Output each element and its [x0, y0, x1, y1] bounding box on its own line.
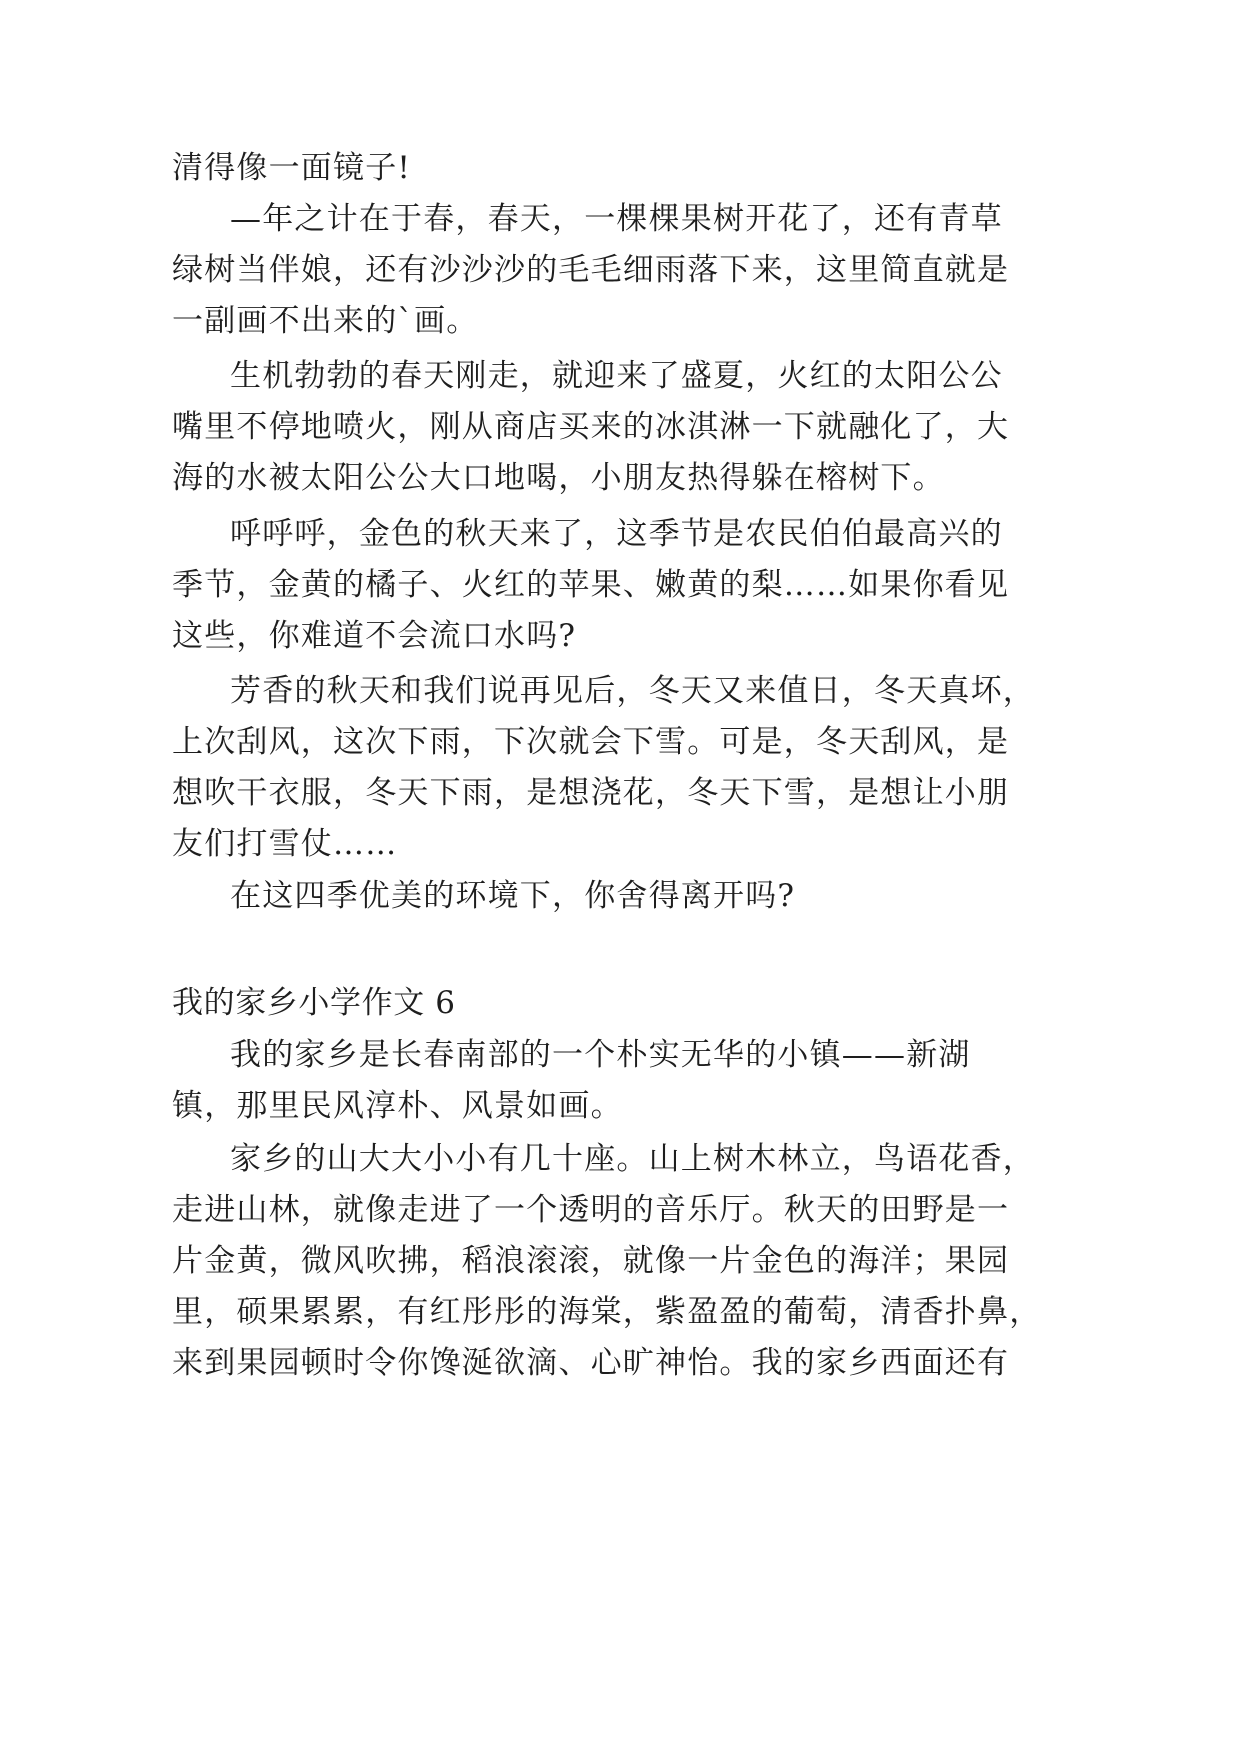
section-title: 我的家乡小学作文 6: [172, 985, 456, 1021]
text-line: 这些，你难道不会流口水吗?: [172, 618, 577, 654]
text-line: 一副画不出来的`画。: [172, 303, 479, 339]
text-line: 来到果园顿时令你馋涎欲滴、心旷神怡。我的家乡西面还有: [172, 1345, 1010, 1381]
text-line: 季节，金黄的橘子、火红的苹果、嫩黄的梨……如果你看见: [172, 567, 1010, 603]
paragraph-line: 呼呼呼，金色的秋天来了，这季节是农民伯伯最高兴的: [230, 516, 1003, 552]
text-line: 片金黄，微风吹拂，稻浪滚滚，就像一片金色的海洋；果园: [172, 1243, 1010, 1279]
text-line: 清得像一面镜子!: [172, 150, 412, 186]
text-line: 想吹干衣服，冬天下雨，是想浇花，冬天下雪，是想让小朋: [172, 775, 1010, 811]
text-line: 走进山林，就像走进了一个透明的音乐厅。秋天的田野是一: [172, 1192, 1010, 1228]
paragraph-line: —年之计在于春，春天，一棵棵果树开花了，还有青草: [230, 201, 1003, 237]
text-line: 里，硕果累累，有红彤彤的海棠，紫盈盈的葡萄，清香扑鼻，: [172, 1294, 1042, 1330]
text-line: 嘴里不停地喷火，刚从商店买来的冰淇淋一下就融化了，大: [172, 409, 1010, 445]
text-line: 上次刮风，这次下雨，下次就会下雪。可是，冬天刮风，是: [172, 724, 1010, 760]
paragraph-line: 在这四季优美的环境下，你舍得离开吗?: [230, 878, 796, 914]
text-line: 海的水被太阳公公大口地喝，小朋友热得躲在榕树下。: [172, 460, 945, 496]
text-line: 绿树当伴娘，还有沙沙沙的毛毛细雨落下来，这里简直就是: [172, 252, 1010, 288]
paragraph-line: 我的家乡是长春南部的一个朴实无华的小镇——新湖: [230, 1037, 971, 1073]
text-line: 镇，那里民风淳朴、风景如画。: [172, 1088, 623, 1124]
paragraph-line: 芳香的秋天和我们说再见后，冬天又来值日，冬天真坏，: [230, 673, 1035, 709]
paragraph-line: 生机勃勃的春天刚走，就迎来了盛夏，火红的太阳公公: [230, 358, 1003, 394]
paragraph-line: 家乡的山大大小小有几十座。山上树木林立，鸟语花香，: [230, 1141, 1035, 1177]
text-line: 友们打雪仗……: [172, 826, 398, 862]
